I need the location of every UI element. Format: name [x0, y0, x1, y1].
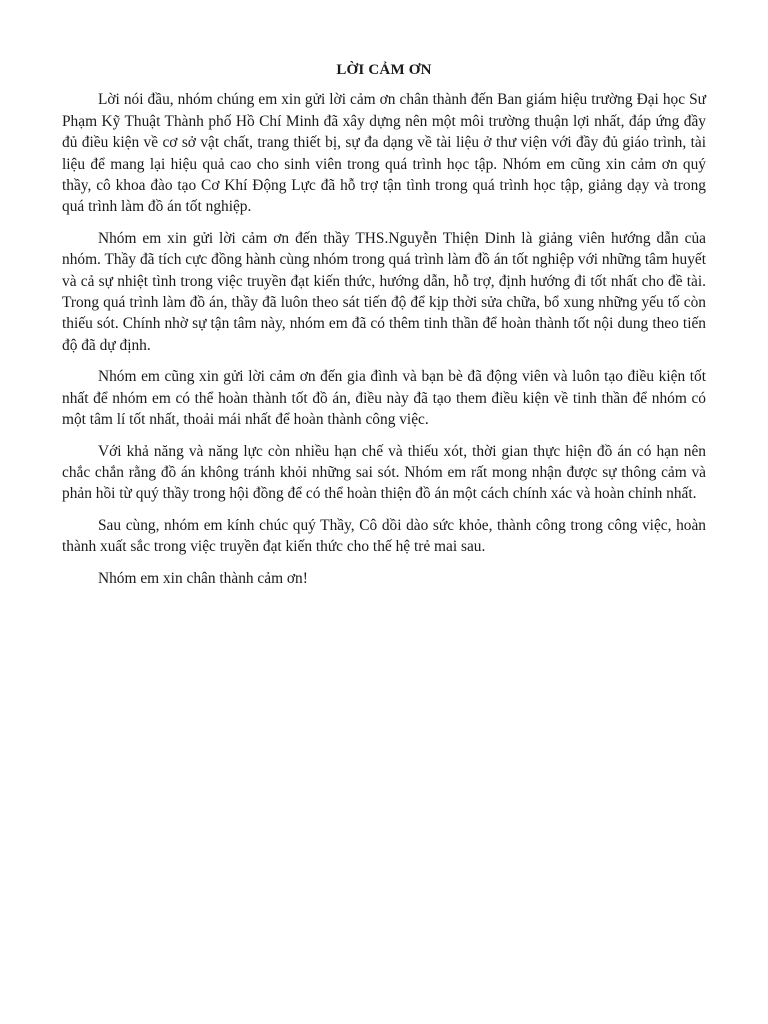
document-page — [62, 60, 706, 599]
page-title: LỜI CẢM ƠN — [336, 62, 432, 78]
paragraph-wishes: Sau cùng, nhóm em kính chúc quý Thầy, Cô dồi dào sức khỏe, thành công trong công việc, hoàn thành xuất sắc trong việc truyền đạt kiến thức cho thế hệ trẻ mai sau. — [62, 516, 706, 556]
paragraph-intro-thanks: Lời nói đầu, nhóm chúng em xin gửi lời cảm ơn chân thành đến Ban giám hiệu trường Đại học Sư Phạm Kỹ Thuật Thành phố Hồ Chí Minh đã xây dựng nên một môi trường thuận lợi nhất, đáp ứng đầy đủ điều kiện về cơ sở vật chất, trang thiết bị, sự đa dạng về tài liệu ở thư viện với đầy đủ giáo trình, tài liệu để mang lại hiệu quả cao cho sinh viên trong quá trình học tập. Nhóm em cũng xin cảm ơn quý thầy, cô khoa đào tạo Cơ Khí Động Lực đã hỗ trợ tận tình trong quá trình học tập, giảng dạy và trong quá trình làm đồ án tốt nghiệp. — [62, 91, 706, 216]
paragraph-family-thanks: Nhóm em cũng xin gửi lời cảm ơn đến gia đình và bạn bè đã động viên và luôn tạo điều kiện tốt nhất để nhóm em có thể hoàn thành tốt đồ án, điều này đã tạo them điều kiện về tinh thần để nhóm có một tâm lí tốt nhất, thoải mái nhất để hoàn thành công việc. — [62, 368, 706, 429]
paragraph-advisor-thanks: Nhóm em xin gửi lời cảm ơn đến thầy THS.Nguyễn Thiện Dinh là giảng viên hướng dẫn của nhóm. Thầy đã tích cực đồng hành cùng nhóm trong quá trình làm đồ án tốt nghiệp với những tâm huyết và cả sự nhiệt tình trong việc truyền đạt kiến thức, hướng dẫn, hỗ trợ, định hướng đi tốt nhất cho đề tài. Trong quá trình làm đồ án, thầy đã luôn theo sát tiến độ để kịp thời sửa chữa, bổ xung những yếu tố còn thiếu sót. Chính nhờ sự tận tâm này, nhóm em đã có thêm tinh thần để hoàn thành tốt nội dung theo tiến độ đã dự định. — [62, 229, 706, 354]
paragraph-limitations: Với khả năng và năng lực còn nhiều hạn chế và thiếu xót, thời gian thực hiện đồ án có hạn nên chắc chắn rằng đồ án không tránh khỏi những sai sót. Nhóm em rất mong nhận được sự thông cảm và phản hồi từ quý thầy trong hội đồng để có thể hoàn thiện đồ án một cách chính xác và hoàn chỉnh nhất. — [62, 442, 706, 503]
paragraph-closing: Nhóm em xin chân thành cảm ơn! — [98, 569, 308, 587]
